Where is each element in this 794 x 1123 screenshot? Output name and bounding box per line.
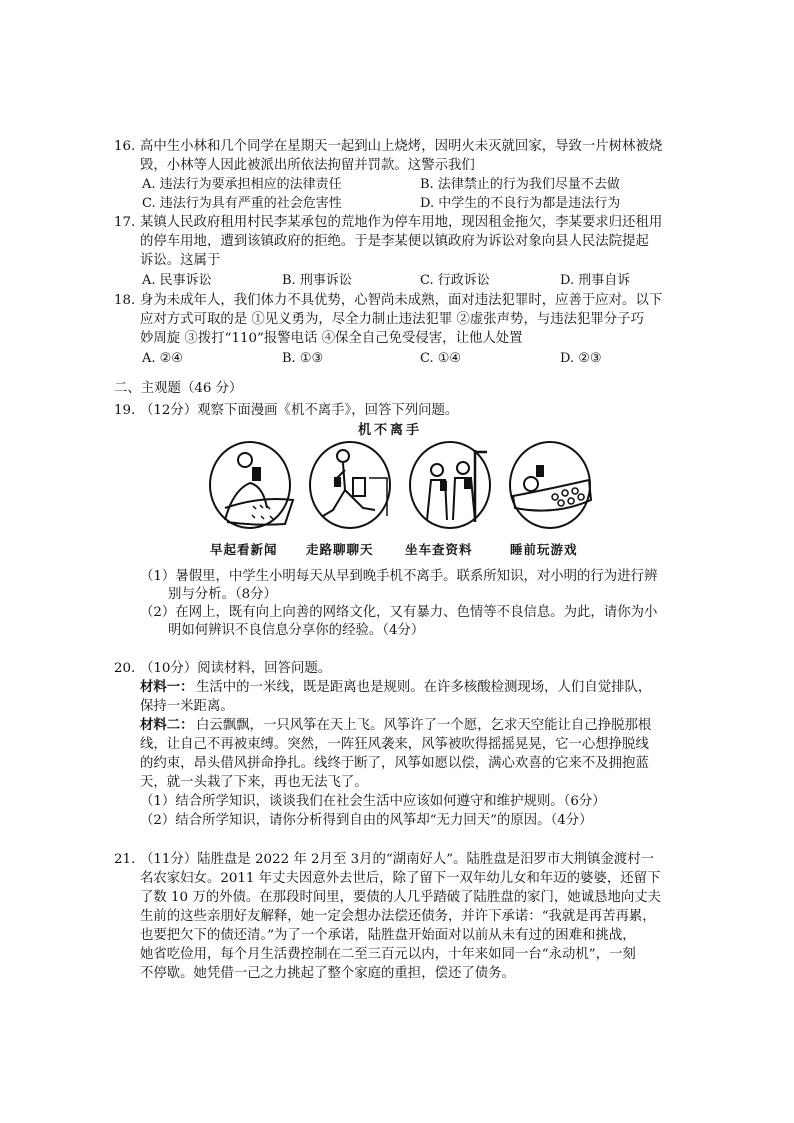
q20-material1-label: 材料一： [140, 679, 194, 695]
q21-line-3: 了数 10 万的外债。在那段时间里，要债的人几乎踏破了陆胜盘的家门，她诚恳地向丈夫 [140, 890, 662, 905]
q16-line-2: 毁，小林等人因此被派出所依法拘留并罚款。这警示我们 [140, 158, 475, 173]
cartoon-panel-bus-lookup [410, 442, 490, 528]
cartoon-panel-bedtime-game [510, 442, 591, 528]
q20-material1-line-2: 保持一米距离。 [140, 699, 234, 714]
q17-line-2: 的停车用地，遭到该镇政府的拒绝。于是李某便以镇政府为诉讼对象向县人民法院提起 [140, 234, 649, 249]
q18-line-3: 妙周旋 ③拨打“110”报警电话 ④保全自己免受侵害，让他人处置 [140, 331, 523, 346]
q21-line-4: 生前的这些亲朋好友解释，她一定会想办法偿还债务，并许下承诺：“我就是再苦再累， [140, 909, 656, 924]
q17-number: 17. [114, 215, 136, 230]
q19-sub2-line-1: （2）在网上，既有向上向善的网络文化，又有暴力、色情等不良信息。为此，请你为小 [140, 605, 658, 620]
q20-material2-line-1: 白云飘飘，一只风筝在天上飞。风筝许了一个愿，乞求天空能让自己挣脱那根 [196, 718, 652, 733]
q20-material2-line-4: 天，就一头栽了下来，再也无法飞了。 [140, 775, 368, 790]
q20-intro: （10分）阅读材料，回答问题。 [140, 661, 332, 676]
q18-line-1: 身为未成年人，我们体力不具优势，心智尚未成熟，面对违法犯罪时，应善于应对。以下 [140, 293, 663, 308]
cartoon-caption-3: 坐车查资料 [405, 542, 473, 557]
q20-sub1: （1）结合所学知识，谈谈我们在社会生活中应该如何遵守和维护规则。（6分） [140, 794, 606, 809]
q18-option-c: C. ①④ [420, 351, 462, 366]
q18-option-b: B. ①③ [282, 351, 324, 366]
q16-number: 16. [114, 139, 136, 154]
cartoon-caption-4: 睡前玩游戏 [510, 542, 578, 557]
q20-material2-line-2: 线，让自己不再被束缚。突然，一阵狂风袭来，风筝被吹得摇摇晃晃，它一心想挣脱线 [140, 737, 649, 752]
q17-line-3: 诉讼。这属于 [140, 253, 221, 268]
q20-material2-line-3: 的约束，昂头借风拼命挣扎。线终于断了，风筝如愿以偿，满心欢喜的它来不及拥抱蓝 [140, 756, 649, 771]
q19-intro: （12分）观察下面漫画《机不离手》，回答下列问题。 [140, 403, 459, 418]
q18-line-2: 应对方式可取的是 ①见义勇为，尽全力制止违法犯罪 ②虚张声势，与违法犯罪分子巧 [140, 312, 644, 327]
q19-sub2-line-2: 明如何辨识不良信息分享你的经验。（4分） [168, 623, 425, 638]
q20-number: 20. [114, 661, 136, 676]
q17-option-b: B. 刑事诉讼 [282, 273, 352, 288]
cartoon-title: 机不离手 [358, 423, 423, 438]
q20-sub2: （2）结合所学知识，请你分析得到自由的风筝却“无力回天”的原因。（4分） [140, 813, 593, 828]
q19-sub1-line-2: 别与分析。（8分） [168, 587, 277, 602]
q17-option-a: A. 民事诉讼 [142, 273, 212, 288]
cartoon-caption-1: 早起看新闻 [210, 542, 278, 557]
q21-line-7: 不停歇。她凭借一己之力挑起了整个家庭的重担，偿还了债务。 [140, 966, 515, 981]
section-heading: 二、主观题（46 分） [114, 381, 243, 396]
q18-option-d: D. ②③ [560, 351, 602, 366]
q19-sub1-line-1: （1）暑假里，中学生小明每天从早到晚手机不离手。联系所知识，对小明的行为进行辨 [140, 569, 658, 584]
q17-option-d: D. 刑事自诉 [560, 273, 631, 288]
q16-option-b: B. 法律禁止的行为我们尽量不去做 [420, 177, 620, 192]
q20-material1-line-1: 生活中的一米线，既是距离也是规则。在许多核酸检测现场，人们自觉排队， [196, 680, 652, 695]
cartoon-panel-reading-news [210, 442, 293, 528]
q21-line-2: 名农家妇女。2011 年丈夫因意外去世后，除了留下一双年幼儿女和年迈的婆婆，还留下 [140, 871, 661, 886]
q19-number: 19. [114, 403, 136, 418]
q16-option-a: A. 违法行为要承担相应的法律责任 [142, 177, 342, 192]
q21-number: 21. [114, 852, 136, 867]
q17-line-1: 某镇人民政府租用村民李某承包的荒地作为停车用地，现因租金拖欠，李某要求归还租用 [140, 215, 663, 230]
q21-line-5: 也要把欠下的债还清。”为了一个承诺，陆胜盘开始面对以前从未有过的困难和挑战， [140, 928, 636, 943]
q16-option-c: C. 违法行为具有严重的社会危害性 [142, 196, 342, 211]
cartoon-panel-walking-chat [310, 442, 390, 528]
q21-line-6: 她省吃俭用，每个月生活费控制在二至三百元以内，十年来如同一台“永动机”，一刻 [140, 947, 636, 962]
q17-option-c: C. 行政诉讼 [420, 273, 490, 288]
q18-number: 18. [114, 293, 136, 308]
q18-option-a: A. ②④ [142, 351, 183, 366]
q16-option-d: D. 中学生的不良行为都是违法行为 [420, 196, 621, 211]
cartoon-illustration [205, 438, 605, 538]
q20-material2-label: 材料二： [140, 717, 194, 733]
cartoon-caption-2: 走路聊聊天 [306, 542, 374, 557]
q16-line-1: 高中生小林和几个同学在星期天一起到山上烧烤，因明火未灭就回家，导致一片树林被烧 [140, 139, 663, 154]
q21-line-1: （11分）陆胜盘是 2022 年 2月至 3月的“湖南好人”。陆胜盘是汨罗市大荆镇金渡村一 [140, 852, 654, 867]
